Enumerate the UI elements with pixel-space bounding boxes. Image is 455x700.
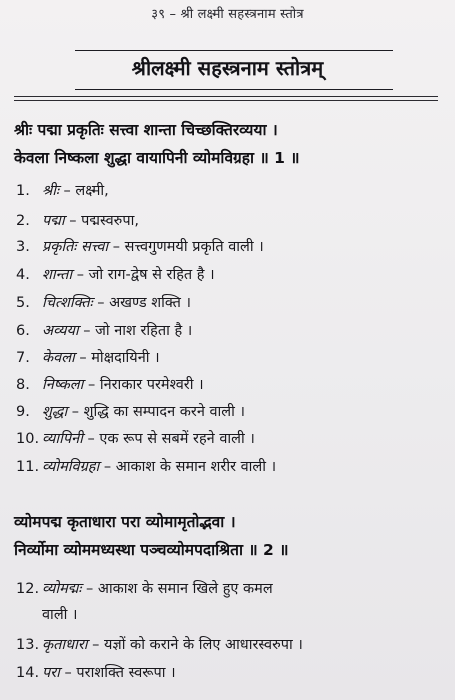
item-number: 6. — [16, 323, 30, 339]
verse-2-line-2: निर्व्योमा व्योममध्यस्था पञ्चव्योमपदाश्रिता ॥ 2 ॥ — [14, 541, 289, 559]
item-meaning: – जो राग-द्वेष से रहित है । — [72, 267, 215, 283]
item-meaning: – अखण्ड शक्ति । — [92, 295, 192, 311]
page-title: श्रीलक्ष्मी सहस्त्रनाम स्तोत्रम् — [131, 56, 324, 80]
list-item-continuation — [42, 604, 78, 624]
list-item — [16, 428, 255, 448]
item-term: अव्यया — [42, 323, 79, 339]
list-item — [16, 634, 303, 654]
divider-rule — [14, 100, 438, 101]
item-meaning: – मोक्षदायिनी । — [74, 350, 160, 366]
running-head: ३९ – श्री लक्ष्मी सहस्त्रनाम स्तोत्र — [151, 7, 304, 22]
list-item — [16, 320, 192, 340]
item-term: शुद्धा — [42, 404, 68, 420]
item-meaning: – पराशक्ति स्वरूपा । — [59, 665, 176, 681]
item-number: 8. — [16, 377, 30, 393]
list-item — [16, 401, 245, 421]
verse-1-line-1: श्रीः पद्मा प्रकृतिः सत्त्वा शान्ता चिच्छक्तिरव्यया । — [14, 121, 278, 139]
item-meaning: – यज्ञों को कराने के लिए आधारस्वरुपा । — [87, 637, 303, 653]
item-number: 9. — [16, 404, 30, 420]
item-meaning: वाली । — [42, 607, 78, 623]
item-number: 4. — [16, 267, 30, 283]
item-meaning: – आकाश के समान खिले हुए कमल — [81, 581, 273, 597]
list-item — [16, 662, 176, 682]
list-item — [16, 292, 191, 312]
divider-rule — [14, 96, 438, 97]
list-item — [16, 264, 215, 284]
list-item — [16, 210, 139, 230]
item-meaning: – पद्मस्वरुपा, — [64, 213, 139, 229]
item-meaning: – लक्ष्मी, — [58, 183, 109, 199]
item-number: 14. — [16, 665, 40, 681]
item-number: 5. — [16, 295, 30, 311]
item-term: प्रकृतिः सत्त्वा — [42, 239, 109, 255]
item-number: 12. — [16, 581, 40, 597]
list-item — [16, 180, 109, 200]
item-term: चित्शक्तिः — [42, 295, 93, 311]
verse-1-line-2: केवला निष्कला शुद्धा वायापिनी व्योमविग्रहा ॥ 1 ॥ — [14, 149, 300, 167]
item-term: व्योमविग्रहा — [42, 459, 100, 475]
item-number: 10. — [16, 431, 40, 447]
list-item — [16, 456, 276, 476]
item-meaning: – जो नाश रहिता है । — [78, 323, 193, 339]
item-term: पद्मा — [42, 213, 65, 229]
item-meaning: – सत्त्वगुणमयी प्रकृति वाली । — [108, 239, 264, 255]
item-term: व्योमद्मः — [42, 581, 82, 597]
item-meaning: – निराकार परमेश्वरी । — [83, 377, 204, 393]
item-meaning: – एक रूप से सबमें रहने वाली । — [82, 431, 255, 447]
list-item — [16, 347, 160, 367]
item-term: शान्ता — [42, 267, 73, 283]
item-term: केवला — [42, 350, 75, 366]
item-meaning: – शुद्धि का सम्पादन करने वाली । — [67, 404, 245, 420]
item-number: 3. — [16, 239, 30, 255]
item-term: परा — [42, 665, 60, 681]
item-number: 2. — [16, 213, 30, 229]
list-item — [16, 374, 204, 394]
list-item — [16, 236, 264, 256]
item-term: श्रीः — [42, 183, 59, 199]
item-number: 1. — [16, 183, 30, 199]
verse-2-line-1: व्योमपद्म कृताधारा परा व्योमामृतोद्भवा । — [14, 513, 236, 531]
item-term: कृताधारा — [42, 637, 88, 653]
item-number: 7. — [16, 350, 30, 366]
item-meaning: – आकाश के समान शरीर वाली । — [99, 459, 277, 475]
item-number: 13. — [16, 637, 40, 653]
item-term: व्यापिनी — [42, 431, 83, 447]
item-term: निष्कला — [42, 377, 84, 393]
list-item — [16, 578, 273, 598]
item-number: 11. — [16, 459, 40, 475]
